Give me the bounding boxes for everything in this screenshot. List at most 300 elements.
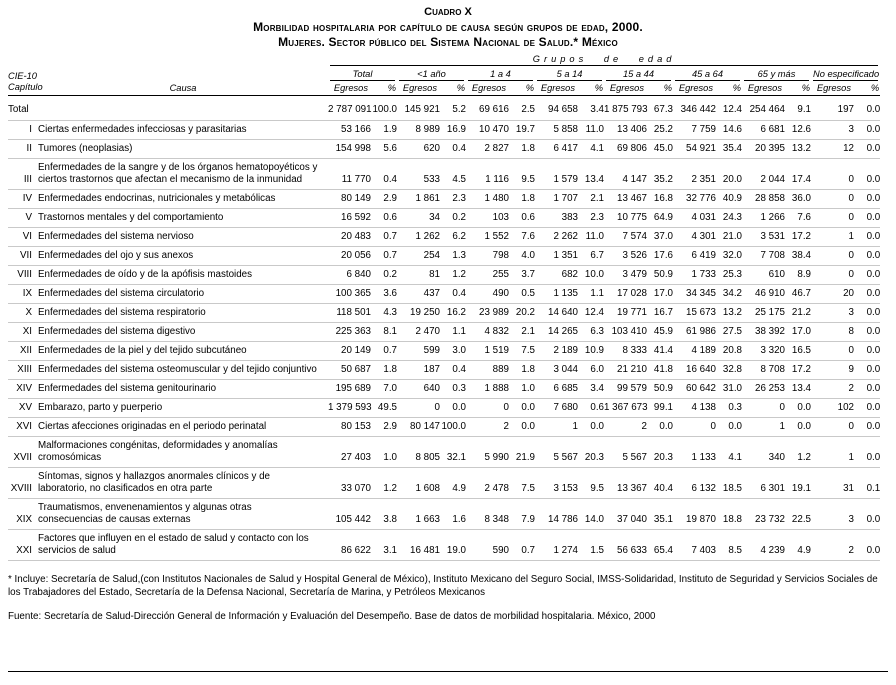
egresos-cell: 20 149 xyxy=(341,345,371,356)
percent-cell: 10.0 xyxy=(584,269,604,280)
percent-cell: 2.3 xyxy=(452,193,466,204)
egresos-cell: 0 xyxy=(848,193,854,204)
table-row xyxy=(8,380,880,399)
chapter-numeral: XIII xyxy=(17,364,32,375)
table-row xyxy=(8,437,880,468)
age-group-row xyxy=(8,68,880,81)
percent-cell: 0.0 xyxy=(590,421,604,432)
age-group-total: Total xyxy=(328,68,397,81)
percent-cell: 19.1 xyxy=(791,483,811,494)
percent-cell: 35.1 xyxy=(653,514,673,525)
egresos-cell: 2 827 xyxy=(484,143,509,154)
chapter-numeral: XVII xyxy=(13,452,32,463)
egresos-cell: 195 689 xyxy=(335,383,371,394)
egresos-cell: 19 870 xyxy=(686,514,716,525)
percent-cell: 2.1 xyxy=(590,193,604,204)
percent-cell: 3.8 xyxy=(383,514,397,525)
egresos-cell: 20 483 xyxy=(341,231,371,242)
cause-label: Enfermedades de la piel y del tejido subcutáneo xyxy=(38,345,247,356)
percent-header: % xyxy=(648,81,673,96)
cause-label: Enfermedades de la sangre y de los órganos hematopoyéticos y ciertos trastornos que afectan el mecanismo de la inmunidad xyxy=(38,162,318,185)
egresos-cell: 15 673 xyxy=(686,307,716,318)
egresos-cell: 889 xyxy=(492,364,509,375)
percent-cell: 18.5 xyxy=(722,483,742,494)
egresos-cell: 2 351 xyxy=(691,174,716,185)
percent-cell: 45.9 xyxy=(653,326,673,337)
egresos-cell: 1 xyxy=(848,231,854,242)
percent-cell: 0.7 xyxy=(383,345,397,356)
percent-cell: 100.0 xyxy=(441,421,466,432)
percent-cell: 0.0 xyxy=(866,231,881,242)
percent-cell: 0.0 xyxy=(866,212,881,223)
percent-cell: 32.8 xyxy=(722,364,742,375)
chapter-numeral: VI xyxy=(22,231,32,242)
egresos-cell: 14 786 xyxy=(548,514,578,525)
percent-cell: 3.7 xyxy=(521,269,535,280)
percent-cell: 1.8 xyxy=(521,364,535,375)
egresos-cell: 13 406 xyxy=(617,124,647,135)
percent-cell: 17.6 xyxy=(653,250,673,261)
percent-cell: 21.0 xyxy=(722,231,742,242)
egresos-cell: 6 417 xyxy=(553,143,578,154)
egresos-cell: 8 348 xyxy=(484,514,509,525)
egresos-cell: 20 xyxy=(843,288,854,299)
percent-cell: 13.2 xyxy=(722,307,742,318)
egresos-cell: 0 xyxy=(779,402,785,413)
percent-cell: 0.1 xyxy=(866,483,881,494)
egresos-cell: 2 xyxy=(848,383,854,394)
egresos-cell: 1 133 xyxy=(691,452,716,463)
egresos-cell: 1 707 xyxy=(553,193,578,204)
percent-cell: 99.1 xyxy=(653,402,673,413)
percent-cell: 0.3 xyxy=(452,383,466,394)
percent-cell: 0.0 xyxy=(866,288,881,299)
percent-cell: 0.0 xyxy=(866,383,881,394)
percent-cell: 1.0 xyxy=(383,452,397,463)
egresos-cell: 2 478 xyxy=(484,483,509,494)
percent-cell: 32.0 xyxy=(722,250,742,261)
percent-cell: 3.6 xyxy=(383,288,397,299)
egresos-cell: 80 149 xyxy=(341,193,371,204)
percent-cell: 8.1 xyxy=(383,326,397,337)
percent-cell: 37.0 xyxy=(653,231,673,242)
egresos-cell: 6 132 xyxy=(691,483,716,494)
percent-cell: 0.7 xyxy=(383,231,397,242)
percent-cell: 20.0 xyxy=(722,174,742,185)
percent-cell: 13.4 xyxy=(791,383,811,394)
percent-cell: 4.9 xyxy=(797,545,811,556)
chapter-numeral: VII xyxy=(20,250,32,261)
age-group-1-4: 1 a 4 xyxy=(466,68,535,81)
percent-header: % xyxy=(786,81,811,96)
egresos-cell: 8 805 xyxy=(415,452,440,463)
page-title: Morbilidad hospitalaria por capítulo de causa según grupos de edad, 2000. xyxy=(253,20,643,34)
egresos-cell: 69 806 xyxy=(617,143,647,154)
cause-label: Factores que influyen en el estado de salud y contacto con los servicios de salud xyxy=(38,533,309,556)
egresos-cell: 1 579 xyxy=(553,174,578,185)
cause-label: Síntomas, signos y hallazgos anormales clínicos y de laboratorio, no clasificados en otra parte xyxy=(38,471,270,494)
egresos-cell: 1 861 xyxy=(415,193,440,204)
egresos-cell: 620 xyxy=(423,143,440,154)
percent-cell: 20.2 xyxy=(515,307,535,318)
percent-cell: 4.3 xyxy=(383,307,397,318)
percent-cell: 41.4 xyxy=(653,345,673,356)
percent-cell: 0.0 xyxy=(866,193,881,204)
percent-cell: 22.5 xyxy=(791,514,811,525)
percent-cell: 2.3 xyxy=(590,212,604,223)
egresos-cell: 34 xyxy=(429,212,440,223)
chapter-numeral: XVI xyxy=(16,421,32,432)
percent-cell: 17.2 xyxy=(791,364,811,375)
percent-cell: 4.1 xyxy=(590,143,604,154)
cause-label: Enfermedades del sistema genitourinario xyxy=(38,383,217,394)
percent-cell: 2.9 xyxy=(383,193,397,204)
col-header-capitulo xyxy=(8,68,43,96)
egresos-cell: 7 708 xyxy=(760,250,785,261)
egresos-cell: 4 147 xyxy=(622,174,647,185)
percent-cell: 6.2 xyxy=(452,231,466,242)
egresos-cell: 8 333 xyxy=(622,345,647,356)
percent-cell: 0.0 xyxy=(866,345,881,356)
egresos-cell: 3 xyxy=(848,514,854,525)
percent-cell: 0.0 xyxy=(866,124,881,135)
percent-cell: 21.2 xyxy=(791,307,811,318)
egresos-cell: 7 680 xyxy=(553,402,578,413)
cause-label: Enfermedades del sistema respiratorio xyxy=(38,307,206,318)
egresos-cell: 19 771 xyxy=(617,307,647,318)
percent-cell: 17.0 xyxy=(791,326,811,337)
percent-cell: 1.1 xyxy=(590,288,604,299)
bottom-rule xyxy=(8,671,888,672)
egresos-header: Egresos xyxy=(466,81,510,96)
egresos-cell: 1 274 xyxy=(553,545,578,556)
egresos-cell: 16 640 xyxy=(686,364,716,375)
egresos-cell: 13 467 xyxy=(617,193,647,204)
percent-cell: 3.0 xyxy=(452,345,466,356)
egresos-cell: 6 301 xyxy=(760,483,785,494)
egresos-cell: 3 xyxy=(848,124,854,135)
percent-cell: 4.1 xyxy=(728,452,742,463)
percent-cell: 0.0 xyxy=(866,269,881,280)
chapter-numeral: VIII xyxy=(17,269,32,280)
chapter-numeral: XII xyxy=(20,345,32,356)
egresos-cell: 86 622 xyxy=(341,545,371,556)
percent-header: % xyxy=(441,81,466,96)
egresos-header: Egresos xyxy=(397,81,441,96)
cause-label: Malformaciones congénitas, deformidades y anomalías cromosómicas xyxy=(38,440,278,463)
age-group-lt1: <1 año xyxy=(397,68,466,81)
egresos-cell: 1 135 xyxy=(553,288,578,299)
egresos-cell: 610 xyxy=(768,269,785,280)
percent-cell: 2.9 xyxy=(383,421,397,432)
percent-cell: 6.0 xyxy=(590,364,604,375)
percent-cell: 7.9 xyxy=(521,514,535,525)
percent-cell: 34.2 xyxy=(722,288,742,299)
egresos-cell: 12 xyxy=(843,143,854,154)
egresos-cell: 5 990 xyxy=(484,452,509,463)
egresos-cell: 7 403 xyxy=(691,545,716,556)
percent-cell: 2.5 xyxy=(521,104,535,115)
percent-cell: 31.0 xyxy=(722,383,742,394)
egresos-cell: 0 xyxy=(848,174,854,185)
egresos-cell: 1 367 673 xyxy=(604,402,648,413)
percent-cell: 25.3 xyxy=(722,269,742,280)
egresos-cell: 7 759 xyxy=(691,124,716,135)
cause-label: Ciertas afecciones originadas en el periodo perinatal xyxy=(38,421,267,432)
percent-cell: 19.0 xyxy=(446,545,466,556)
percent-cell: 14.0 xyxy=(584,514,604,525)
egresos-cell: 60 642 xyxy=(686,383,716,394)
percent-cell: 0.5 xyxy=(521,288,535,299)
egresos-cell: 798 xyxy=(492,250,509,261)
percent-cell: 21.9 xyxy=(515,452,535,463)
table-row xyxy=(8,159,880,190)
egresos-cell: 4 832 xyxy=(484,326,509,337)
table-row xyxy=(8,304,880,323)
egresos-cell: 9 xyxy=(848,364,854,375)
egresos-cell: 32 776 xyxy=(686,193,716,204)
percent-cell: 46.7 xyxy=(791,288,811,299)
table-row xyxy=(8,361,880,380)
percent-cell: 1.9 xyxy=(383,124,397,135)
page-subtitle: Mujeres. Sector público del Sistema Nacional de Salud.* México xyxy=(278,35,618,49)
egresos-cell: 682 xyxy=(561,269,578,280)
egresos-cell: 3 153 xyxy=(553,483,578,494)
percent-cell: 0.0 xyxy=(866,545,881,556)
chapter-numeral: XIX xyxy=(16,514,32,525)
percent-cell: 12.6 xyxy=(791,124,811,135)
egresos-cell: 1 xyxy=(572,421,578,432)
percent-cell: 32.1 xyxy=(446,452,466,463)
chapter-numeral: III xyxy=(23,174,32,185)
egresos-cell: 5 858 xyxy=(553,124,578,135)
cause-label: Tumores (neoplasias) xyxy=(38,143,133,154)
egresos-cell: 8 xyxy=(848,326,854,337)
percent-cell: 0.7 xyxy=(521,545,535,556)
egresos-cell: 14 265 xyxy=(548,326,578,337)
egresos-cell: 37 040 xyxy=(617,514,647,525)
chapter-numeral: XIV xyxy=(16,383,32,394)
percent-cell: 7.5 xyxy=(521,345,535,356)
percent-cell: 0.0 xyxy=(521,402,535,413)
cause-label: Enfermedades de oído y de la apófisis mastoides xyxy=(38,269,253,280)
percent-cell: 1.2 xyxy=(797,452,811,463)
percent-cell: 0.0 xyxy=(866,143,881,154)
percent-cell: 17.4 xyxy=(791,174,811,185)
cie10-label: CIE-10 xyxy=(8,71,37,81)
egresos-cell: 6 419 xyxy=(691,250,716,261)
percent-cell: 0.0 xyxy=(866,402,881,413)
percent-cell: 3.1 xyxy=(383,545,397,556)
egresos-cell: 1 xyxy=(848,452,854,463)
table-row xyxy=(8,266,880,285)
percent-cell: 1.1 xyxy=(452,326,466,337)
egresos-cell: 6 681 xyxy=(760,124,785,135)
egresos-header: Egresos xyxy=(742,81,786,96)
percent-cell: 0.0 xyxy=(797,402,811,413)
egresos-cell: 3 526 xyxy=(622,250,647,261)
percent-cell: 4.9 xyxy=(452,483,466,494)
table-row xyxy=(8,121,880,140)
egresos-cell: 16 592 xyxy=(341,212,371,223)
cause-label: Enfermedades endocrinas, nutricionales y metabólicas xyxy=(38,193,276,204)
egresos-header: Egresos xyxy=(535,81,579,96)
egresos-cell: 7 574 xyxy=(622,231,647,242)
percent-cell: 0.6 xyxy=(590,402,604,413)
percent-cell: 1.2 xyxy=(383,483,397,494)
percent-cell: 4.0 xyxy=(521,250,535,261)
chapter-numeral: X xyxy=(25,307,32,318)
egresos-cell: 23 989 xyxy=(479,307,509,318)
percent-cell: 8.9 xyxy=(797,269,811,280)
table-row xyxy=(8,342,880,361)
percent-cell: 0.0 xyxy=(866,326,881,337)
egresos-cell: 0 xyxy=(848,212,854,223)
egresos-cell: 1 262 xyxy=(415,231,440,242)
egresos-cell: 340 xyxy=(768,452,785,463)
egresos-cell: 50 687 xyxy=(341,364,371,375)
chapter-numeral: IV xyxy=(22,193,32,204)
grupos-header-row xyxy=(8,54,880,68)
percent-cell: 16.2 xyxy=(446,307,466,318)
egresos-cell: 69 616 xyxy=(479,104,509,115)
table-row xyxy=(8,499,880,530)
chapter-numeral: V xyxy=(25,212,32,223)
chapter-numeral: XVIII xyxy=(10,483,32,494)
table-row xyxy=(8,228,880,247)
egresos-cell: 4 301 xyxy=(691,231,716,242)
egresos-cell: 21 210 xyxy=(617,364,647,375)
egresos-cell: 103 xyxy=(492,212,509,223)
percent-cell: 16.8 xyxy=(653,193,673,204)
egresos-cell: 19 250 xyxy=(410,307,440,318)
percent-cell: 0.2 xyxy=(452,212,466,223)
egresos-cell: 61 986 xyxy=(686,326,716,337)
egresos-cell: 255 xyxy=(492,269,509,280)
percent-cell: 12.4 xyxy=(722,104,742,115)
percent-cell: 0.0 xyxy=(452,402,466,413)
percent-cell: 0.0 xyxy=(866,514,881,525)
egresos-cell: 31 xyxy=(843,483,854,494)
title-block xyxy=(8,5,888,50)
footnote-fuente: Fuente: Secretaría de Salud-Dirección General de Información y Evaluación del Desempeño. Base de datos de morbilidad hospitalaria. México, 2000 xyxy=(8,611,656,622)
grupos-de-edad-label: Grupos de edad xyxy=(330,54,878,66)
chapter-numeral: II xyxy=(26,143,32,154)
table-row xyxy=(8,323,880,342)
percent-cell: 5.6 xyxy=(383,143,397,154)
egresos-cell: 81 xyxy=(429,269,440,280)
egresos-cell: 3 479 xyxy=(622,269,647,280)
table-row xyxy=(8,140,880,159)
col-header-causa: Causa xyxy=(38,68,328,96)
table-row xyxy=(8,247,880,266)
egresos-cell: 13 367 xyxy=(617,483,647,494)
percent-cell: 0.6 xyxy=(383,212,397,223)
cause-label: Enfermedades del sistema circulatorio xyxy=(38,288,205,299)
egresos-cell: 599 xyxy=(423,345,440,356)
capitulo-label: Capítulo xyxy=(8,82,43,92)
egresos-cell: 20 395 xyxy=(755,143,785,154)
percent-cell: 5.2 xyxy=(452,104,466,115)
table-row xyxy=(8,285,880,304)
morbidity-table xyxy=(8,54,880,561)
egresos-cell: 187 xyxy=(423,364,440,375)
percent-cell: 40.4 xyxy=(653,483,673,494)
egresos-cell: 4 239 xyxy=(760,545,785,556)
egresos-cell: 225 363 xyxy=(335,326,371,337)
egresos-header: Egresos xyxy=(673,81,717,96)
percent-cell: 64.9 xyxy=(653,212,673,223)
egresos-cell: 34 345 xyxy=(686,288,716,299)
percent-cell: 0.0 xyxy=(866,250,881,261)
egresos-cell: 154 998 xyxy=(335,143,371,154)
egresos-cell: 0 xyxy=(848,345,854,356)
percent-cell: 9.5 xyxy=(521,174,535,185)
percent-cell: 41.8 xyxy=(653,364,673,375)
egresos-cell: 105 442 xyxy=(335,514,371,525)
cause-label: Ciertas enfermedades infecciosas y parasitarias xyxy=(38,124,247,135)
percent-cell: 13.2 xyxy=(791,143,811,154)
egresos-cell: 145 921 xyxy=(404,104,440,115)
percent-cell: 35.2 xyxy=(653,174,673,185)
percent-cell: 1.6 xyxy=(452,514,466,525)
egresos-cell: 490 xyxy=(492,288,509,299)
egresos-cell: 0 xyxy=(503,402,509,413)
cause-label: Enfermedades del sistema osteomuscular y del tejido conjuntivo xyxy=(38,364,317,375)
egresos-cell: 8 989 xyxy=(415,124,440,135)
egresos-cell: 0 xyxy=(848,269,854,280)
percent-header: % xyxy=(510,81,535,96)
chapter-numeral: IX xyxy=(22,288,32,299)
percent-cell: 3.4 xyxy=(590,104,604,115)
table-row xyxy=(8,190,880,209)
percent-cell: 9.5 xyxy=(590,483,604,494)
table-row xyxy=(8,209,880,228)
egresos-cell: 118 501 xyxy=(336,307,371,318)
table-number: Cuadro X xyxy=(424,6,472,18)
percent-cell: 0.7 xyxy=(383,250,397,261)
egresos-cell: 1 351 xyxy=(553,250,578,261)
cause-label: Enfermedades del ojo y sus anexos xyxy=(38,250,194,261)
egresos-cell: 1 xyxy=(779,421,785,432)
percent-cell: 0.0 xyxy=(728,421,742,432)
percent-cell: 6.3 xyxy=(590,326,604,337)
age-group-no-especificado: No especificado xyxy=(813,69,880,79)
egresos-cell: 27 403 xyxy=(341,452,371,463)
egresos-cell: 38 392 xyxy=(755,326,785,337)
egresos-cell: 3 531 xyxy=(760,231,785,242)
percent-cell: 0.4 xyxy=(452,288,466,299)
egresos-cell: 103 410 xyxy=(611,326,647,337)
percent-cell: 38.4 xyxy=(791,250,811,261)
table-row xyxy=(8,468,880,499)
percent-cell: 10.9 xyxy=(584,345,604,356)
egresos-cell: 2 xyxy=(848,545,854,556)
percent-cell: 16.5 xyxy=(791,345,811,356)
egresos-cell: 383 xyxy=(561,212,578,223)
percent-cell: 0.0 xyxy=(866,421,881,432)
egresos-cell: 3 320 xyxy=(760,345,785,356)
percent-cell: 40.9 xyxy=(722,193,742,204)
age-group-65plus: 65 y más xyxy=(742,68,811,81)
chapter-numeral: XV xyxy=(18,402,32,413)
percent-cell: 0.4 xyxy=(452,364,466,375)
egresos-cell: 1 608 xyxy=(415,483,440,494)
percent-cell: 0.0 xyxy=(866,174,881,185)
percent-cell: 11.0 xyxy=(585,124,604,135)
egresos-cell: 1 875 793 xyxy=(604,104,648,115)
egresos-cell: 23 732 xyxy=(755,514,785,525)
